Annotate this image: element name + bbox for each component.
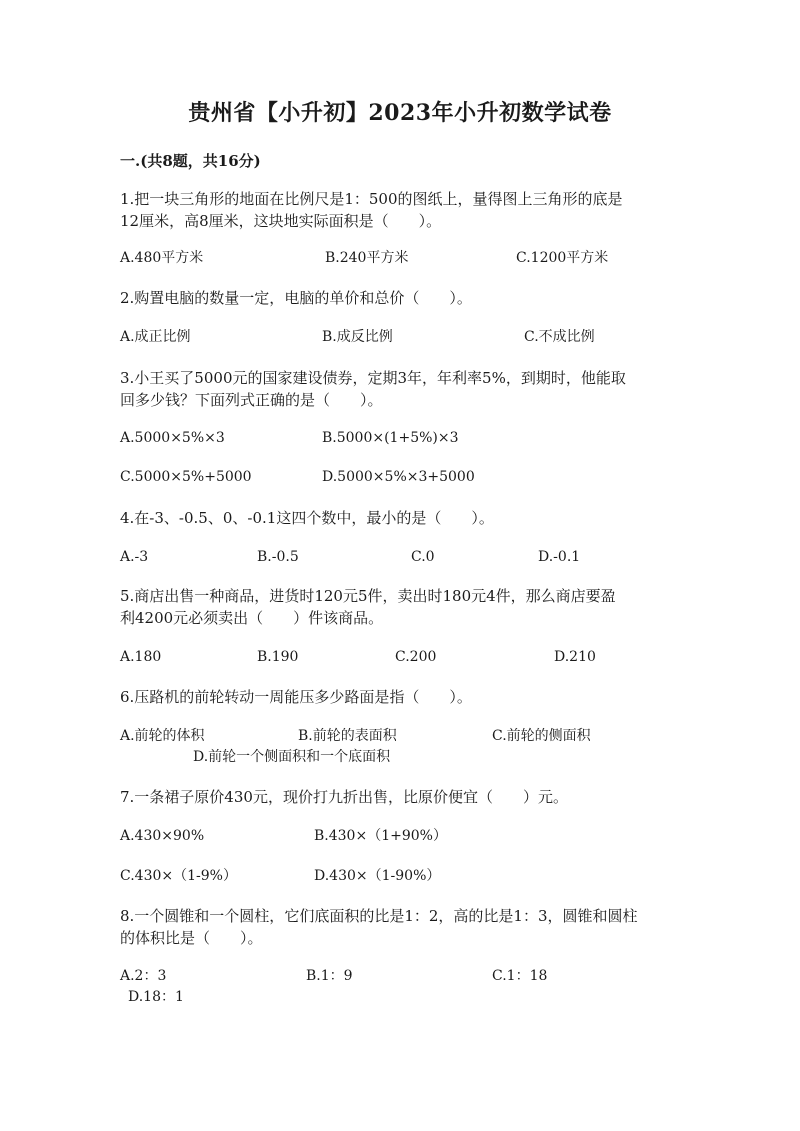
question-5-line-1: 5.商店出售一种商品，进货时120元5件，卖出时180元4件，那么商店要盈 xyxy=(120,587,616,605)
question-8-line-2: 的体积比是（ ）。 xyxy=(120,929,263,947)
question-3-line-2: 回多少钱？下面列式正确的是（ ）。 xyxy=(120,391,383,409)
question-4-option-c: C.0 xyxy=(411,549,435,565)
question-8-option-a: A.2：3 xyxy=(120,968,167,984)
section-heading: 一.(共8题，共16分) xyxy=(120,152,261,170)
question-3-line-1: 3.小王买了5000元的国家建设债券，定期3年，年利率5%，到期时，他能取 xyxy=(120,369,626,387)
question-5-option-a: A.180 xyxy=(120,649,162,665)
question-7-option-c: C.430×（1-9%） xyxy=(120,868,237,884)
question-5-line-2: 利4200元必须卖出（ ）件该商品。 xyxy=(120,609,384,627)
question-1-option-a: A.480平方米 xyxy=(120,250,204,266)
question-8-option-d: D.18：1 xyxy=(128,989,184,1005)
question-1-option-c: C.1200平方米 xyxy=(516,250,609,266)
question-6-option-d: D.前轮一个侧面积和一个底面积 xyxy=(193,749,391,765)
question-7-option-b: B.430×（1+90%） xyxy=(314,828,447,844)
question-1-option-b: B.240平方米 xyxy=(325,250,409,266)
question-6-line-1: 6.压路机的前轮转动一周能压多少路面是指（ ）。 xyxy=(120,688,472,706)
question-7-option-d: D.430×（1-90%） xyxy=(314,868,441,884)
question-5-option-b: B.190 xyxy=(257,649,299,665)
question-2-option-c: C.不成比例 xyxy=(524,329,595,345)
question-6-option-a: A.前轮的体积 xyxy=(120,728,205,744)
question-4-option-b: B.-0.5 xyxy=(257,549,299,565)
question-8-line-1: 8.一个圆锥和一个圆柱，它们底面积的比是1：2，高的比是1：3，圆锥和圆柱 xyxy=(120,907,638,925)
question-3-option-c: C.5000×5%+5000 xyxy=(120,469,252,485)
question-3-option-a: A.5000×5%×3 xyxy=(120,430,225,446)
question-2-line-1: 2.购置电脑的数量一定，电脑的单价和总价（ ）。 xyxy=(120,289,472,307)
question-6-option-b: B.前轮的表面积 xyxy=(298,728,397,744)
page-title: 贵州省【小升初】2023年小升初数学试卷 xyxy=(188,100,612,126)
question-7-line-1: 7.一条裙子原价430元，现价打九折出售，比原价便宜（ ）元。 xyxy=(120,788,568,806)
question-4-line-1: 4.在-3、-0.5、0、-0.1这四个数中，最小的是（ ）。 xyxy=(120,509,494,527)
question-5-option-c: C.200 xyxy=(395,649,437,665)
question-5-option-d: D.210 xyxy=(554,649,596,665)
question-1-line-1: 1.把一块三角形的地面在比例尺是1：500的图纸上，量得图上三角形的底是 xyxy=(120,190,623,208)
question-8-option-c: C.1：18 xyxy=(492,968,548,984)
question-8-option-b: B.1：9 xyxy=(306,968,353,984)
question-3-option-d: D.5000×5%×3+5000 xyxy=(322,469,475,485)
question-4-option-a: A.-3 xyxy=(120,549,149,565)
question-3-option-b: B.5000×(1+5%)×3 xyxy=(322,430,459,446)
question-2-option-a: A.成正比例 xyxy=(120,329,191,345)
question-4-option-d: D.-0.1 xyxy=(538,549,581,565)
question-1-line-2: 12厘米，高8厘米，这块地实际面积是（ ）。 xyxy=(120,212,442,230)
question-2-option-b: B.成反比例 xyxy=(322,329,393,345)
question-7-option-a: A.430×90% xyxy=(120,828,205,844)
question-6-option-c: C.前轮的侧面积 xyxy=(492,728,591,744)
